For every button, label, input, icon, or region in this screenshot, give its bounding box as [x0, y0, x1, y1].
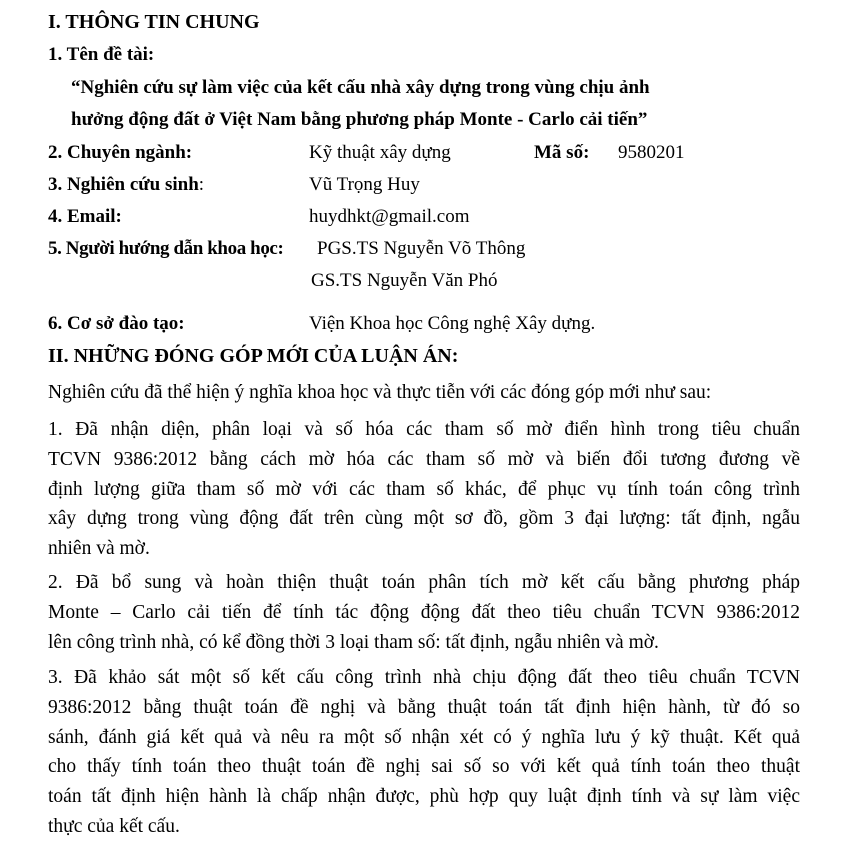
student-colon: :: [198, 174, 205, 195]
contribution-1-line: xây dựng trong vùng động đất trên cùng một sơ đồ, gồm 3 đại lượng: tất định, ngẫu: [48, 508, 800, 530]
contribution-1-line: TCVN 9386:2012 bằng cách mờ hóa các tham số mờ và biến đổi tương đương về: [48, 448, 800, 470]
student-label: 3. Nghiên cứu sinh: [48, 174, 199, 195]
email-value: huydhkt@gmail.com: [309, 206, 470, 227]
contribution-3-line: thực của kết cấu.: [48, 815, 180, 837]
topic-title-line-1: “Nghiên cứu sự làm việc của kết cấu nhà xây dựng trong vùng chịu ảnh: [71, 77, 650, 98]
advisor-label: 5. Người hướng dẫn khoa học:: [48, 238, 284, 259]
advisor-2: GS.TS Nguyễn Văn Phó: [311, 270, 498, 291]
major-label: 2. Chuyên ngành:: [48, 142, 193, 163]
contributions-intro: Nghiên cứu đã thể hiện ý nghĩa khoa học và thực tiễn với các đóng góp mới như sau:: [48, 382, 712, 403]
advisor-1: PGS.TS Nguyễn Võ Thông: [317, 238, 526, 259]
student-row: [48, 173, 204, 197]
contribution-2-line: lên công trình nhà, có kể đồng thời 3 loại tham số: tất định, ngẫu nhiên và mờ.: [48, 631, 659, 653]
contribution-1-line: định lượng giữa tham số mờ với các tham số khác, để phục vụ tính toán công trình: [48, 478, 800, 500]
institution-label: 6. Cơ sở đào tạo:: [48, 313, 185, 334]
code-label: Mã số:: [534, 142, 590, 163]
contribution-2: [48, 568, 800, 657]
contribution-3-line: 9386:2012 bằng thuật toán đề nghị và bằng thuật toán tất định hiện hành, từ đó so: [48, 696, 800, 718]
major-value: Kỹ thuật xây dựng: [309, 142, 451, 163]
section-heading-general-info: I. THÔNG TIN CHUNG: [48, 11, 260, 33]
contribution-3-line: sánh, đánh giá kết quả và nêu ra một số nhận xét có ý nghĩa lưu ý kỹ thuật. Kết quả: [48, 726, 800, 748]
institution-value: Viện Khoa học Công nghệ Xây dựng.: [309, 313, 596, 334]
contribution-1-line: 1. Đã nhận diện, phân loại và số hóa các tham số mờ điển hình trong tiêu chuẩn: [48, 419, 800, 440]
contribution-3: [48, 663, 800, 842]
contribution-3-line: toán tất định hiện hành là chấp nhận được, phù hợp quy luật định tính và sự làm việc: [48, 786, 800, 808]
section-heading-contributions: II. NHỮNG ĐÓNG GÓP MỚI CỦA LUẬN ÁN:: [48, 345, 459, 367]
contribution-3-line: cho thấy tính toán theo thuật toán đề nghị sai số so với kết quả tính toán theo thuật: [48, 756, 800, 778]
contribution-2-line: Monte – Carlo cải tiến để tính tác động động đất theo tiêu chuẩn TCVN 9386:2012: [48, 601, 800, 623]
email-label: 4. Email:: [48, 206, 122, 227]
code-value: 9580201: [618, 142, 685, 163]
contribution-3-line: 3. Đã khảo sát một số kết cấu công trình nhà chịu động đất theo tiêu chuẩn TCVN: [48, 667, 800, 688]
student-value: Vũ Trọng Huy: [309, 174, 420, 195]
contribution-1-line: nhiên và mờ.: [48, 538, 150, 560]
contribution-2-line: 2. Đã bổ sung và hoàn thiện thuật toán phân tích mờ kết cấu bằng phương pháp: [48, 572, 800, 593]
topic-title-line-2: hưởng động đất ở Việt Nam bằng phương pháp Monte - Carlo cải tiến”: [71, 109, 648, 130]
contribution-1: [48, 415, 800, 564]
topic-label: 1. Tên đề tài:: [48, 44, 155, 65]
